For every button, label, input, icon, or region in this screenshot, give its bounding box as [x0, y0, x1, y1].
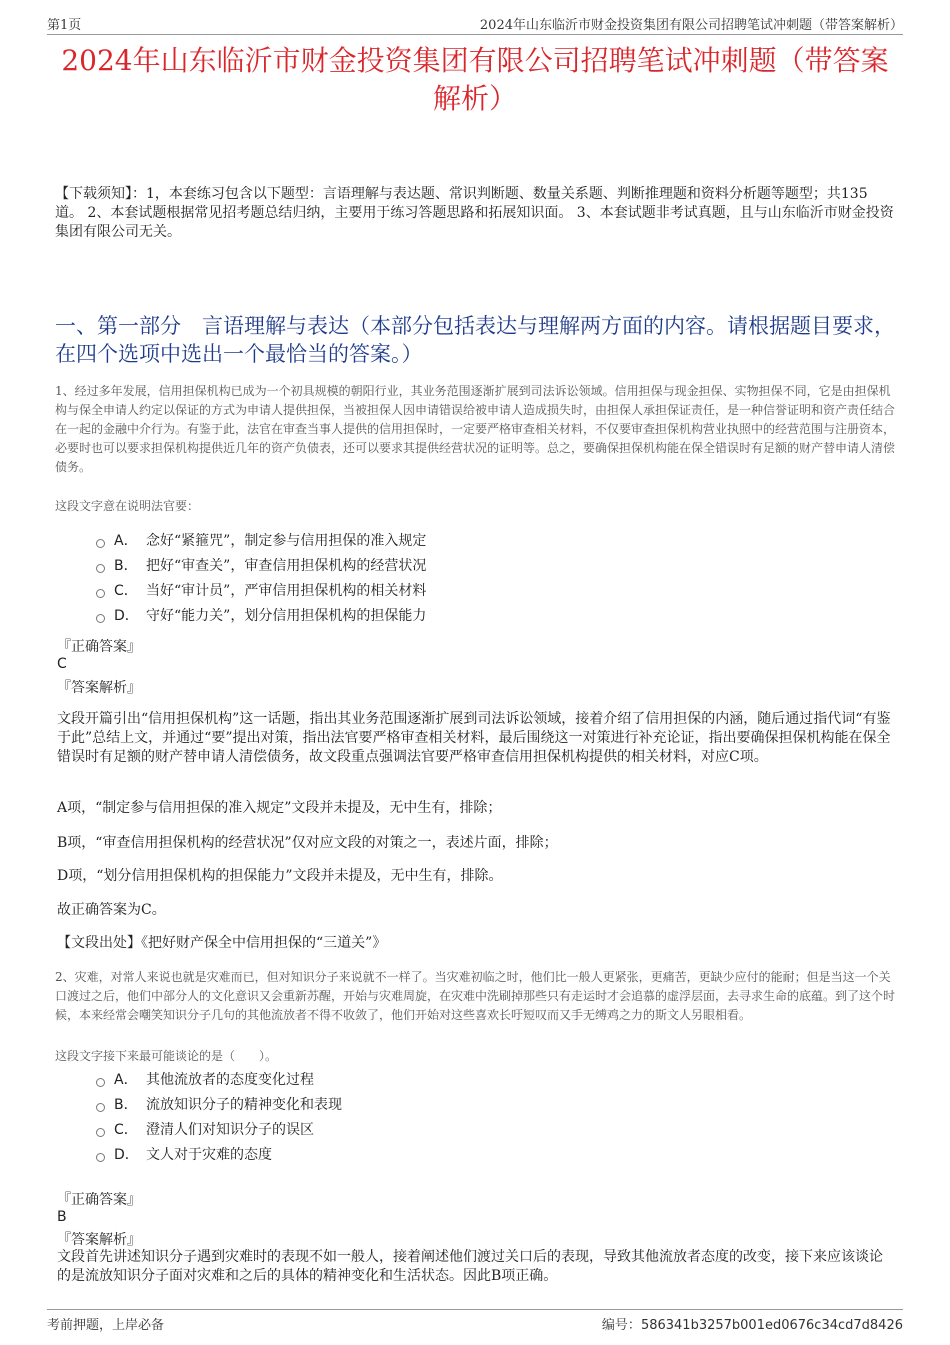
- code-label: 编号：: [601, 1318, 641, 1333]
- option-letter: B．: [114, 1097, 138, 1113]
- option-letter: D．: [114, 608, 139, 624]
- option-text: 文人对于灾难的态度: [146, 1147, 272, 1163]
- analysis-label: 『答案解析』: [57, 680, 141, 696]
- page-title: 2024年山东临沂市财金投资集团有限公司招聘笔试冲刺题（带答案解析）: [61, 44, 889, 115]
- option-text: 其他流放者的态度变化过程: [146, 1072, 314, 1088]
- answer-label: 『正确答案』: [57, 639, 141, 655]
- question-2-stem: 这段文字接下来最可能谈论的是（ ）。: [55, 1049, 278, 1063]
- radio-button[interactable]: [96, 1103, 105, 1112]
- radio-button[interactable]: [96, 1153, 105, 1162]
- page-number: 第1页: [47, 18, 82, 33]
- option-text: 念好“紧箍咒”，制定参与信用担保的准入规定: [146, 533, 427, 549]
- footer-slogan: 考前押题，上岸必备: [47, 1318, 165, 1333]
- option-a[interactable]: [96, 1068, 342, 1093]
- question-1-options: [96, 529, 426, 629]
- document-code: [602, 1314, 903, 1333]
- correct-answer: C: [57, 656, 67, 672]
- option-letter: D．: [114, 1147, 139, 1163]
- question-2-text: 2、灾难，对常人来说也就是灾难而已，但对知识分子来说就不一样了。当灾难初临之时，他们比一般人更紧张，更痛苦，更缺少应付的能耐；但是当这一个关口渡过之后，他们中部分人的文化意识又会重新苏醒，开始与灾难周旋，在灾难中洗刷掉那些只有走运时才会追慕的虚浮层面，去寻求生命的底蕴。到了这个时候，本来经常会嘲笑知识分子几句的其他流放者不得不收敛了，他们开始对这些喜欢长吁短叹而又手无缚鸡之力的斯文人另眼相看。: [55, 970, 896, 1022]
- option-letter: A．: [114, 533, 138, 549]
- header-doc-title: 2024年山东临沂市财金投资集团有限公司招聘笔试冲刺题（带答案解析）: [479, 18, 903, 33]
- download-notice: 【下载须知】：1，本套练习包含以下题型：言语理解与表达题、常识判断题、数量关系题、判断推理题和资料分析题等题型；共135道。 2、本套试题根据常见招考题总结归纳，主要用于练习答题思路和拓展知识面。 3、本套试题非考试真题，且与山东临沂市财金投资集团有限公司无关。: [55, 186, 894, 240]
- header-divider: [47, 34, 903, 35]
- radio-button[interactable]: [96, 539, 105, 548]
- analysis-option-b: B项，“审查信用担保机构的经营状况”仅对应文段的对策之一，表述片面，排除；: [57, 835, 558, 851]
- analysis-option-a: A项，“制定参与信用担保的准入规定”文段并未提及，无中生有，排除；: [57, 800, 502, 816]
- option-letter: C．: [114, 583, 138, 599]
- option-text: 当好“审计员”，严审信用担保机构的相关材料: [146, 583, 427, 599]
- question-2-options: [96, 1068, 342, 1168]
- analysis-label: 『答案解析』: [57, 1232, 141, 1248]
- option-d[interactable]: [96, 1143, 342, 1168]
- option-text: 澄清人们对知识分子的误区: [146, 1122, 314, 1138]
- radio-button[interactable]: [96, 614, 105, 623]
- correct-answer: B: [57, 1209, 67, 1225]
- option-d[interactable]: [96, 604, 426, 629]
- code-value: 586341b3257b001ed0676c34cd7d8426: [640, 1318, 903, 1333]
- option-a[interactable]: [96, 529, 426, 554]
- question-1-stem: 这段文字意在说明法官要：: [55, 499, 200, 513]
- analysis-conclusion: 故正确答案为C。: [57, 902, 166, 918]
- analysis-option-d: D项，“划分信用担保机构的担保能力”文段并未提及，无中生有，排除。: [57, 868, 503, 884]
- option-b[interactable]: [96, 554, 426, 579]
- option-c[interactable]: [96, 579, 426, 604]
- question-1-text: 1、经过多年发展，信用担保机构已成为一个初具规模的朝阳行业，其业务范围逐渐扩展到司法诉讼领域。信用担保与现金担保、实物担保不同，它是由担保机构与保全申请人约定以保证的方式为申请人提供担保，当被担保人因申请错误给被申请人造成损失时，由担保人承担保证责任，是一种信誉证明和资产责任结合在一起的金融中介行为。有鉴于此，法官在审查当事人提供的信用担保时，一定要严格审查相关材料，不仅要审查担保机构营业执照中的经营范围与注册资本，必要时也可以要求担保机构提供近几年的资产负债表，还可以要求其提供经营状况的证明等。总之，要确保担保机构能在保全错误时有足额的财产替申请人清偿债务。: [55, 384, 896, 474]
- radio-button[interactable]: [96, 1078, 105, 1087]
- analysis-text: 文段首先讲述知识分子遇到灾难时的表现不如一般人，接着阐述他们渡过关口后的表现，导致其他流放者态度的改变，接下来应该谈论的是流放知识分子面对灾难和之后的具体的精神变化和生活状态。因此B项正确。: [57, 1249, 883, 1284]
- option-text: 把好“审查关”，审查信用担保机构的经营状况: [146, 558, 427, 574]
- option-text: 守好“能力关”，划分信用担保机构的担保能力: [146, 608, 427, 624]
- radio-button[interactable]: [96, 1128, 105, 1137]
- text-source: 【文段出处】《把好财产保全中信用担保的“三道关”》: [57, 935, 387, 951]
- option-c[interactable]: [96, 1118, 342, 1143]
- radio-button[interactable]: [96, 564, 105, 573]
- option-letter: B．: [114, 558, 138, 574]
- footer-divider: [47, 1309, 903, 1310]
- option-letter: C．: [114, 1122, 138, 1138]
- option-text: 流放知识分子的精神变化和表现: [146, 1097, 342, 1113]
- section-heading: 一、第一部分 言语理解与表达（本部分包括表达与理解两方面的内容。请根据题目要求，在四个选项中选出一个最恰当的答案。）: [55, 314, 895, 366]
- analysis-text: 文段开篇引出“信用担保机构”这一话题，指出其业务范围逐渐扩展到司法诉讼领域，接着介绍了信用担保的内涵，随后通过指代词“有鉴于此”总结上文，并通过“要”提出对策，指出法官要严格审查相关材料，最后围绕这一对策进行补充论证，指出要确保担保机构能在保全错误时有足额的财产替申请人清偿债务，故文段重点强调法官要严格审查信用担保机构提供的相关材料，对应C项。: [57, 711, 891, 765]
- option-letter: A．: [114, 1072, 138, 1088]
- answer-label: 『正确答案』: [57, 1192, 141, 1208]
- option-b[interactable]: [96, 1093, 342, 1118]
- radio-button[interactable]: [96, 589, 105, 598]
